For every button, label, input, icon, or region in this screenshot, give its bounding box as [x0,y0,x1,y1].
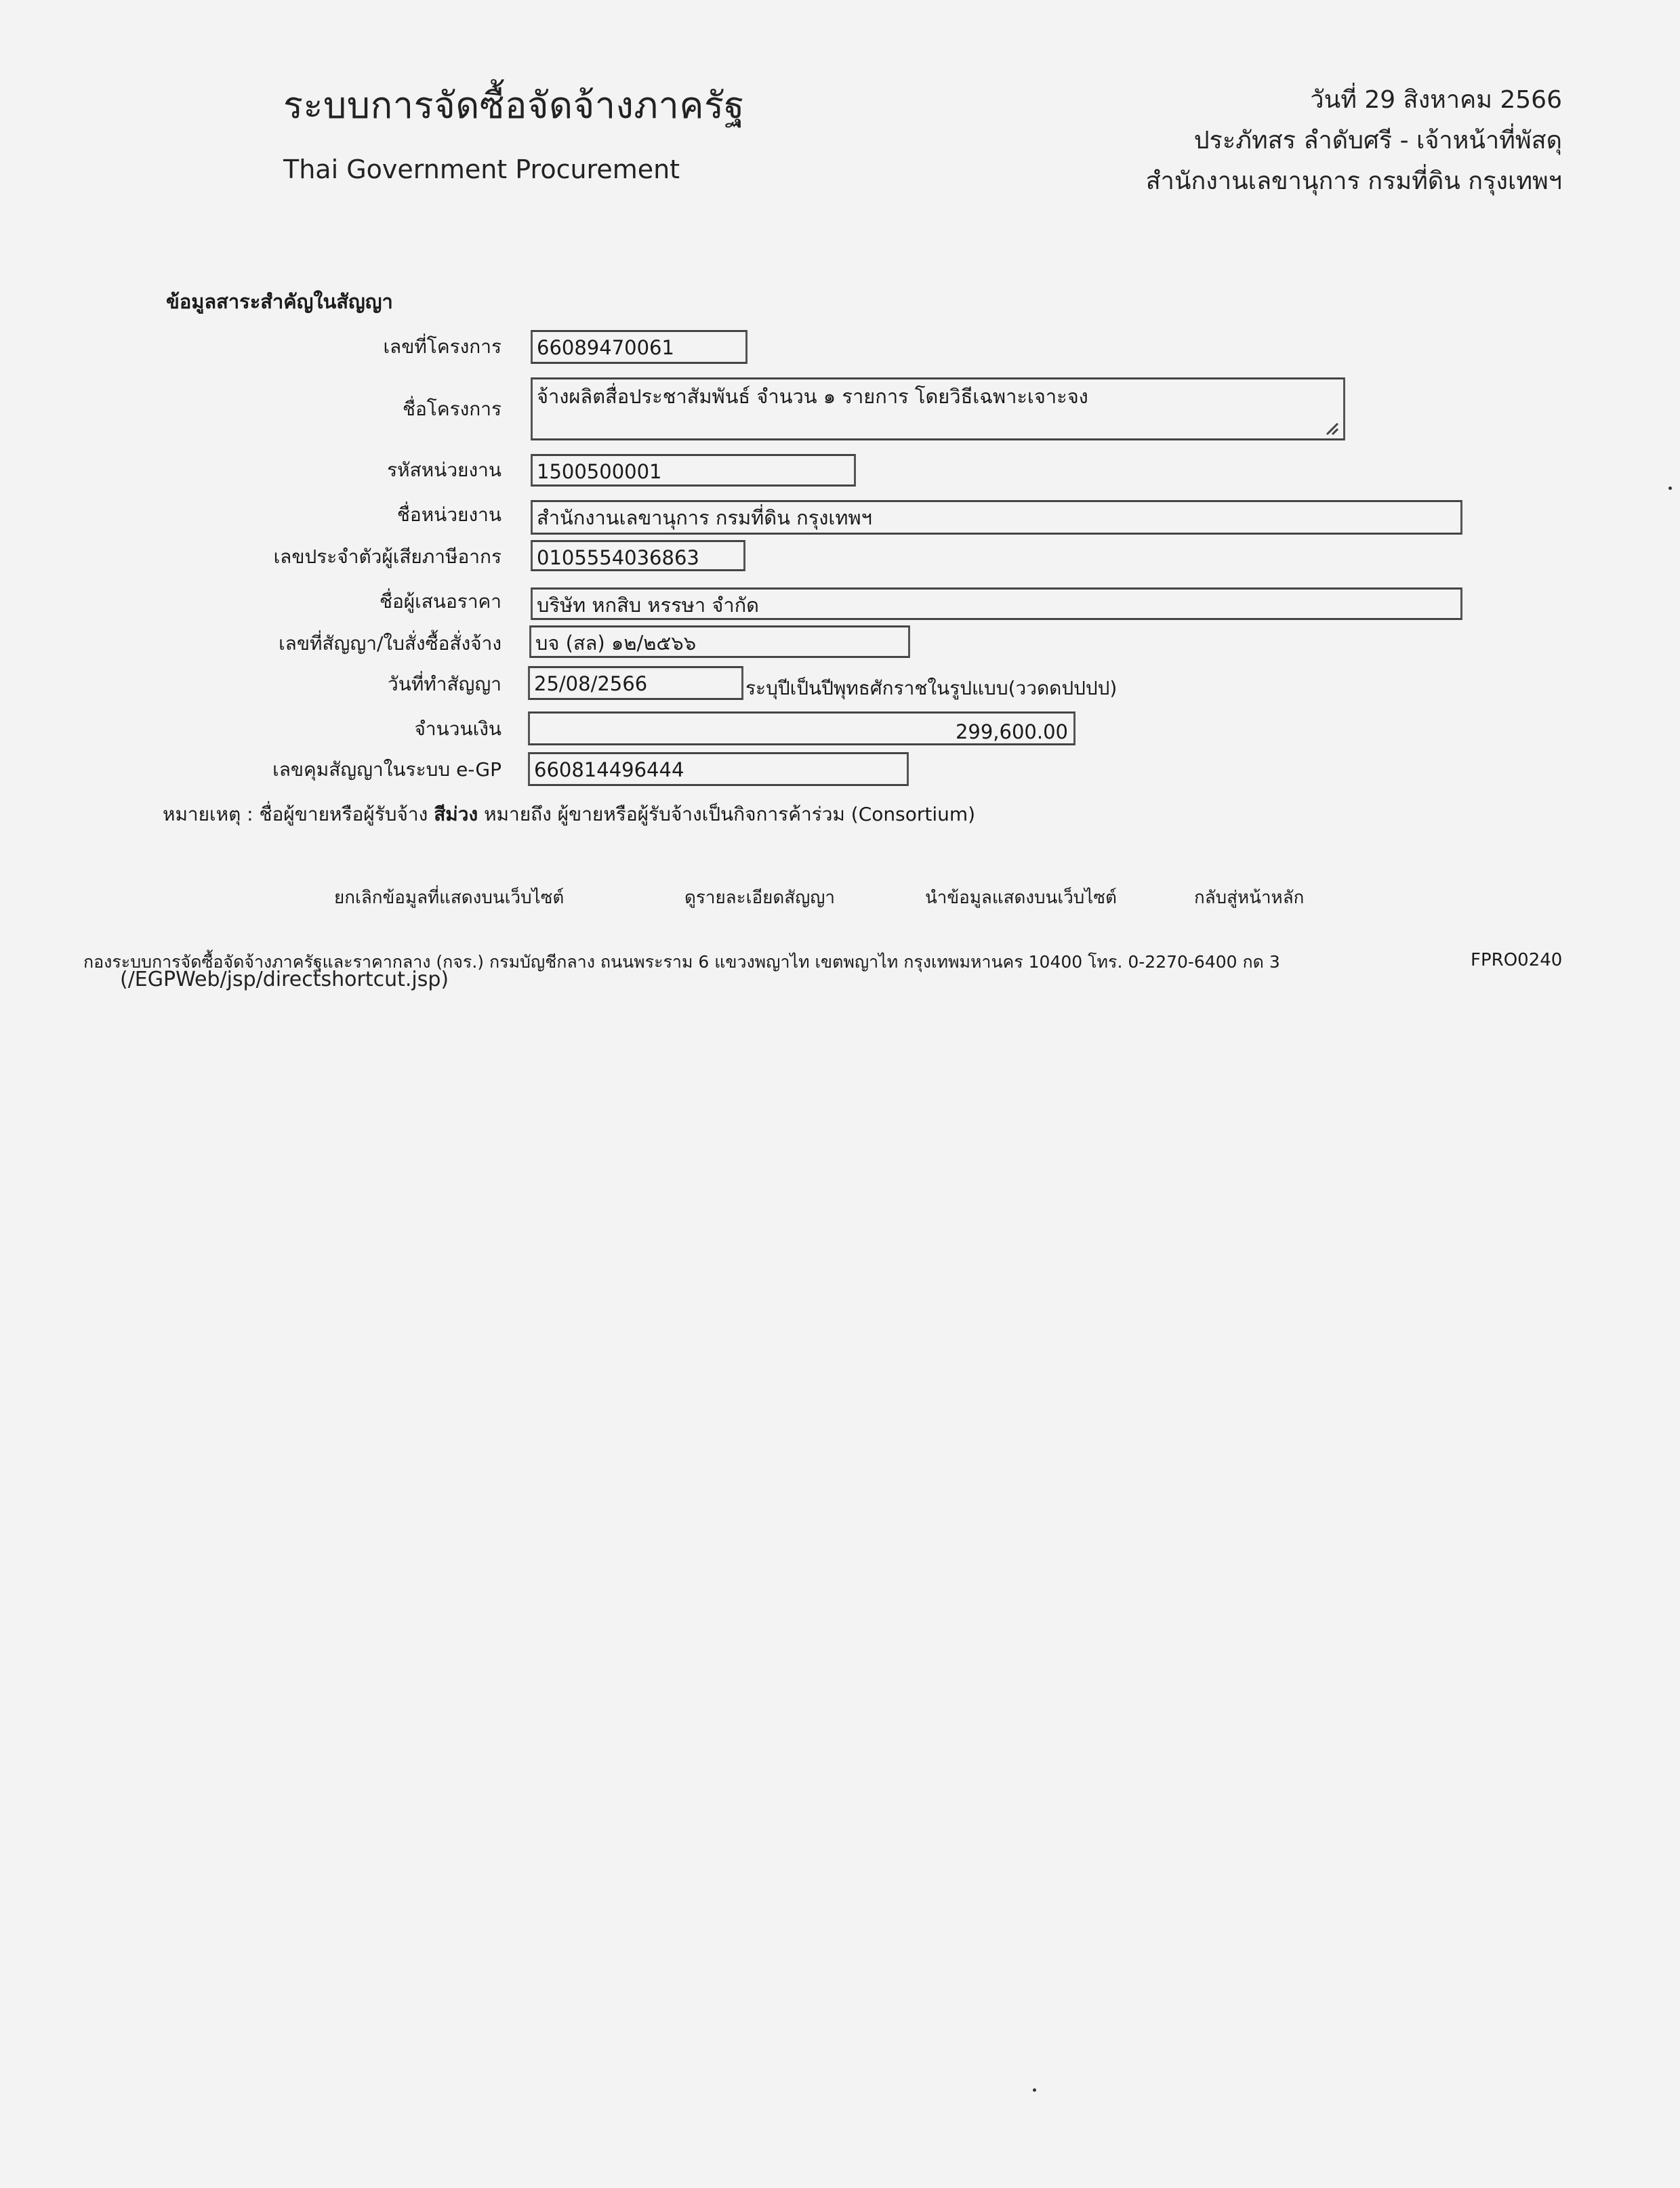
agency-code-label: รหัสหน่วยงาน [387,459,501,481]
system-title-thai: ระบบการจัดซื้อจัดจ้างภาครัฐ [283,84,745,127]
system-title-english: Thai Government Procurement [283,154,680,184]
scan-speck [1668,487,1672,490]
agency-name-label: ชื่อหน่วยงาน [396,503,501,526]
back-to-home-link[interactable]: กลับสู่หน้าหลัก [1194,888,1305,908]
note-prefix: หมายเหตุ : ชื่อผู้ขายหรือผู้รับจ้าง [163,803,434,825]
footer-address: กองระบบการจัดซื้อจัดจ้างภาครัฐและราคากลาง (กจร.) กรมบัญชีกลาง ถนนพระราม 6 แขวงพญาไท เขตพญาไท กรุงเทพมหานคร 10400 โทร. 0-2270-6400 กด 3 [83,952,1280,972]
section-title: ข้อมูลสาระสำคัญในสัญญา [166,290,393,313]
footer-page-path: (/EGPWeb/jsp/directshortcut.jsp) [120,968,449,991]
print-date: วันที่ 29 สิงหาคม 2566 [1310,86,1562,114]
page-code: FPRO0240 [1471,950,1563,970]
amount-label: จำนวนเงิน [414,718,501,740]
note-highlight: สีม่วง [434,803,478,825]
tax-id-label: เลขประจำตัวผู้เสียภาษีอากร [273,545,501,568]
bidder-name-label: ชื่อผู้เสนอราคา [379,590,501,613]
tax-id-field[interactable]: 0105554036863 [531,540,745,571]
view-contract-details-link[interactable]: ดูรายละเอียดสัญญา [684,888,835,908]
office-name: สำนักงานเลขานุการ กรมที่ดิน กรุงเทพฯ [1145,167,1562,195]
egp-control-number-label: เลขคุมสัญญาในระบบ e-GP [272,758,501,781]
agency-name-field[interactable]: สำนักงานเลขานุการ กรมที่ดิน กรุงเทพฯ [531,500,1462,535]
contract-number-label: เลขที่สัญญา/ใบสั่งซื้อสั่งจ้าง [279,632,501,655]
amount-field[interactable]: 299,600.00 [528,711,1075,745]
contract-date-hint: ระบุปีเป็นปีพุทธศักราชในรูปแบบ(ววดดปปปป) [745,677,1118,699]
project-number-field[interactable]: 66089470061 [531,330,747,364]
project-name-label: ชื่อโครงการ [402,398,501,420]
bidder-name-field[interactable]: บริษัท หกสิบ หรรษา จำกัด [531,587,1462,620]
resize-handle-icon[interactable] [1324,421,1339,436]
note-suffix: หมายถึง ผู้ขายหรือผู้รับจ้างเป็นกิจการค้าร่วม (Consortium) [478,803,976,825]
contract-number-field[interactable]: บจ (สล) ๑๒/๒๕๖๖ [529,625,910,658]
agency-code-field[interactable]: 1500500001 [531,454,856,487]
contract-date-field[interactable]: 25/08/2566 [528,666,743,700]
egp-control-number-field[interactable]: 660814496444 [528,752,909,786]
project-name-text: จ้างผลิตสื่อประชาสัมพันธ์ จำนวน ๑ รายการ โดยวิธีเฉพาะเจาะจง [537,385,1088,408]
cancel-web-display-link[interactable]: ยกเลิกข้อมูลที่แสดงบนเว็บไซต์ [334,888,565,908]
project-number-label: เลขที่โครงการ [383,335,501,358]
consortium-note [163,800,975,829]
contract-date-label: วันที่ทำสัญญา [387,673,501,695]
officer-name: ประภัทสร ลำดับศรี - เจ้าหน้าที่พัสดุ [1193,127,1562,154]
publish-to-web-link[interactable]: นำข้อมูลแสดงบนเว็บไซต์ [925,888,1117,908]
scan-speck [1033,2088,1036,2092]
project-name-textarea[interactable] [531,377,1345,440]
